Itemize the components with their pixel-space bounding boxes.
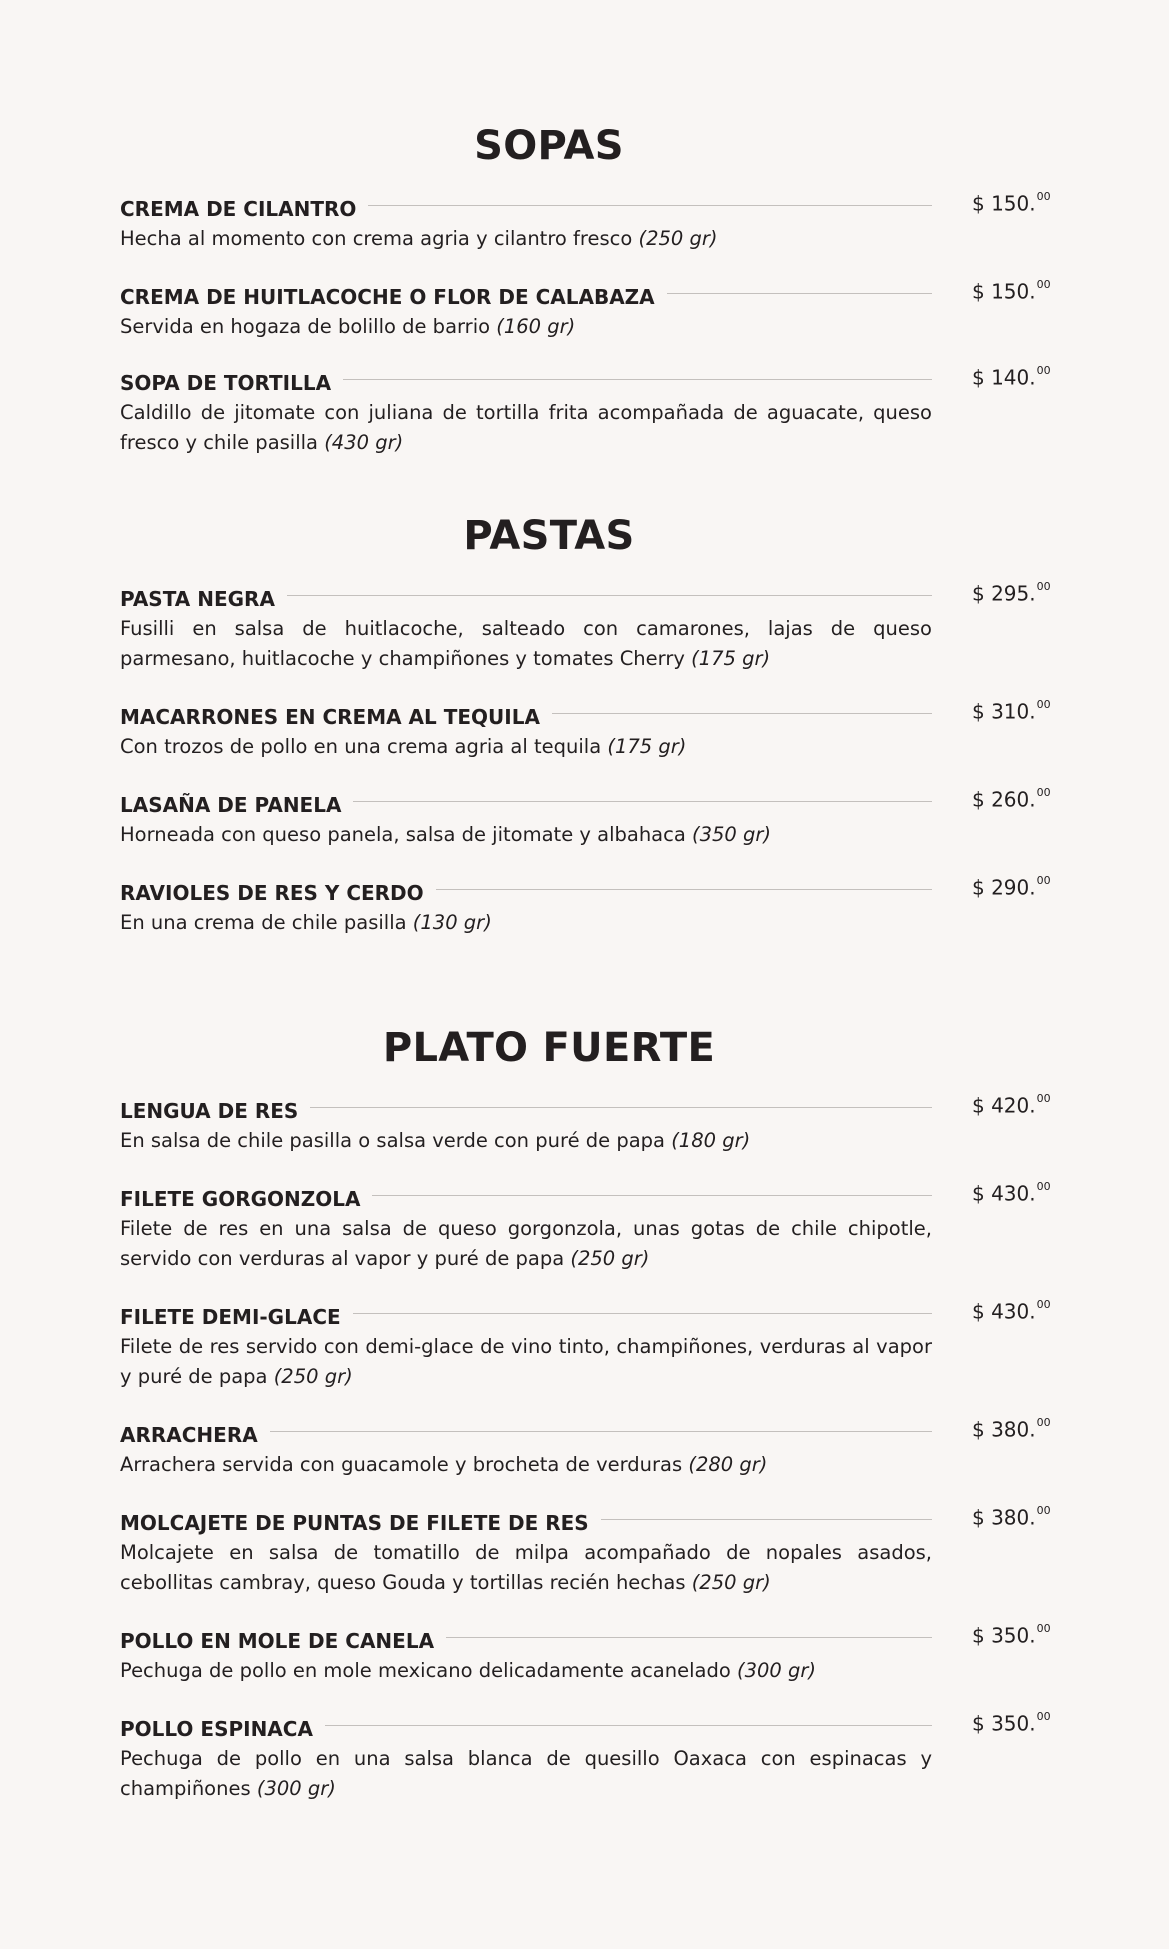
item-name: POLLO ESPINACA [120,1717,313,1741]
section-title: PLATO FUERTE [382,1025,716,1071]
item-weight: (430 gr) [324,431,404,454]
item-price: $ 380.00 [972,1416,1051,1442]
leader-line [353,1313,932,1314]
menu-item [120,1298,1051,1392]
item-name: POLLO EN MOLE DE CANELA [120,1629,435,1653]
menu-item [120,364,1051,458]
leader-line [287,595,932,596]
menu-item [120,786,1051,850]
item-description: Filete de res en una salsa de queso gorgonzola, unas gotas de chile chipotle, servido con verduras al vapor y puré de papa (250 gr) [120,1217,932,1270]
item-weight: (160 gr) [496,315,576,338]
leader-line [552,713,932,714]
item-price: $ 140.00 [972,364,1051,390]
item-price: $ 295.00 [972,580,1051,606]
item-weight: (180 gr) [671,1129,751,1152]
item-weight: (250 gr) [570,1247,650,1270]
item-price: $ 150.00 [972,278,1051,304]
item-description: Arrachera servida con guacamole y brocheta de verduras (280 gr) [120,1453,768,1476]
item-price: $ 430.00 [972,1180,1051,1206]
menu-item [120,1504,1051,1598]
item-weight: (250 gr) [638,227,718,250]
item-name: FILETE GORGONZOLA [120,1187,361,1211]
item-description: En una crema de chile pasilla (130 gr) [120,911,492,934]
menu-item [120,278,1051,342]
section-title: PASTAS [463,513,635,559]
item-description: Caldillo de jitomate con juliana de tortilla frita acompañada de aguacate, queso fresco y chile pasilla (430 gr) [120,401,932,454]
item-name: SOPA DE TORTILLA [120,371,332,395]
item-price: $ 290.00 [972,874,1051,900]
section-title: SOPAS [474,123,624,169]
leader-line [343,379,932,380]
item-description: Filete de res servido con demi-glace de vino tinto, champiñones, verduras al vapor y puré de papa (250 gr) [120,1335,932,1388]
item-price: $ 310.00 [972,698,1051,724]
item-price: $ 150.00 [972,190,1051,216]
item-name: MOLCAJETE DE PUNTAS DE FILETE DE RES [120,1511,589,1535]
item-name: CREMA DE CILANTRO [120,197,357,221]
menu-item [120,874,1051,938]
leader-line [270,1431,932,1432]
item-description: Horneada con queso panela, salsa de jitomate y albahaca (350 gr) [120,823,772,846]
item-description: Con trozos de pollo en una crema agria al tequila (175 gr) [120,735,687,758]
item-name: LASAÑA DE PANELA [120,793,342,817]
menu-item [120,580,1051,674]
menu-item [120,1710,1051,1804]
item-description: Pechuga de pollo en una salsa blanca de quesillo Oaxaca con espinacas y champiñones (300 gr) [120,1747,932,1800]
item-description: Molcajete en salsa de tomatillo de milpa acompañado de nopales asados, cebollitas cambray, queso Gouda y tortillas recién hechas (250 gr) [120,1541,932,1594]
item-price: $ 350.00 [972,1622,1051,1648]
item-name: RAVIOLES DE RES Y CERDO [120,881,424,905]
leader-line [368,205,932,206]
item-price: $ 420.00 [972,1092,1051,1118]
item-name: MACARRONES EN CREMA AL TEQUILA [120,705,540,729]
section-pastas [120,512,1050,938]
section-plato-fuerte [120,1024,1050,1804]
item-description: Fusilli en salsa de huitlacoche, salteado con camarones, lajas de queso parmesano, huitlacoche y champiñones y tomates Cherry (175 gr) [120,617,932,670]
section-sopas [120,122,1050,458]
item-price: $ 260.00 [972,786,1051,812]
item-price: $ 430.00 [972,1298,1051,1324]
menu-item [120,1092,1051,1156]
item-description: Hecha al momento con crema agria y cilantro fresco (250 gr) [120,227,718,250]
item-description: Servida en hogaza de bolillo de barrio (160 gr) [120,315,576,338]
item-price: $ 380.00 [972,1504,1051,1530]
item-weight: (300 gr) [256,1777,336,1800]
item-weight: (175 gr) [607,735,687,758]
menu-item [120,1416,1051,1480]
leader-line [601,1519,932,1520]
leader-line [372,1195,932,1196]
menu-item [120,1622,1051,1686]
item-weight: (175 gr) [691,647,771,670]
item-weight: (280 gr) [688,1453,768,1476]
item-weight: (250 gr) [273,1365,353,1388]
item-name: FILETE DEMI-GLACE [120,1305,341,1329]
item-weight: (300 gr) [737,1659,817,1682]
item-name: PASTA NEGRA [120,587,275,611]
item-name: ARRACHERA [120,1423,258,1447]
leader-line [446,1637,932,1638]
item-description: Pechuga de pollo en mole mexicano delicadamente acanelado (300 gr) [120,1659,817,1682]
leader-line [353,801,932,802]
menu-item [120,190,1051,254]
item-weight: (250 gr) [691,1571,771,1594]
item-name: LENGUA DE RES [120,1099,299,1123]
leader-line [310,1107,932,1108]
menu-item [120,1180,1051,1274]
item-weight: (130 gr) [412,911,492,934]
leader-line [436,889,932,890]
leader-line [667,293,932,294]
item-description: En salsa de chile pasilla o salsa verde con puré de papa (180 gr) [120,1129,751,1152]
menu-item [120,698,1051,762]
item-name: CREMA DE HUITLACOCHE O FLOR DE CALABAZA [120,285,655,309]
leader-line [325,1725,932,1726]
item-price: $ 350.00 [972,1710,1051,1736]
item-weight: (350 gr) [692,823,772,846]
